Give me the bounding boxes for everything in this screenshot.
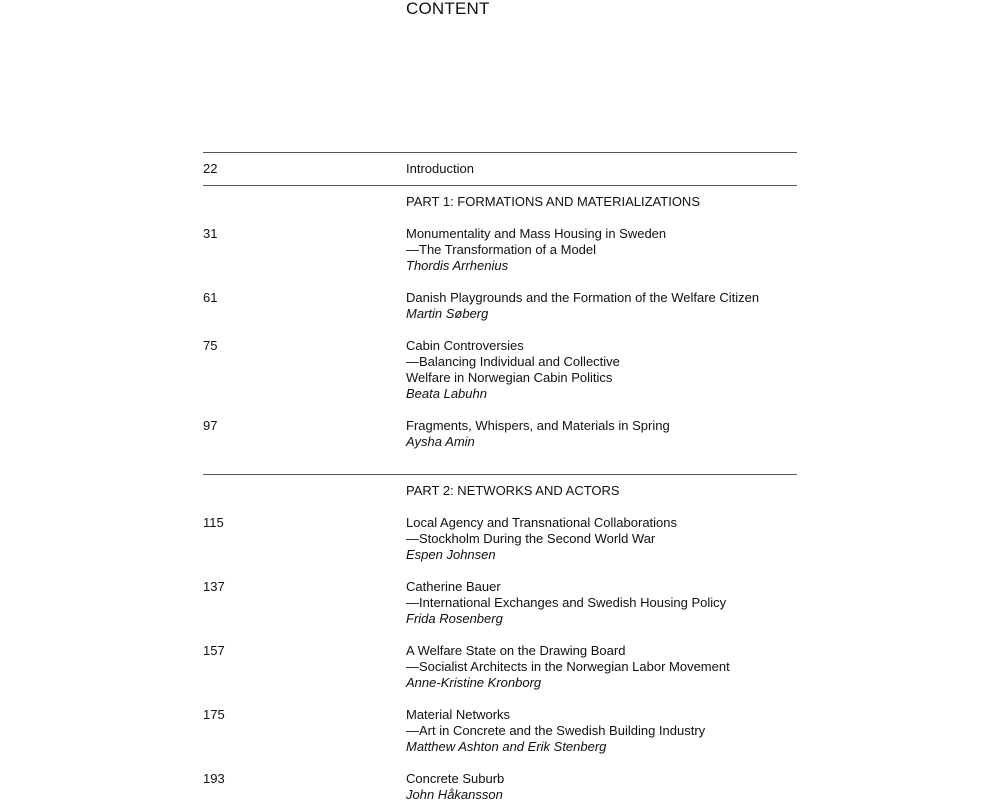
entry-title: Introduction — [406, 161, 474, 176]
entry-subtitle-line: Welfare in Norwegian Cabin Politics — [406, 370, 613, 385]
entry-subtitle-line: —Stockholm During the Second World War — [406, 531, 656, 546]
entry-subtitle-line: —International Exchanges and Swedish Housing Policy — [406, 595, 727, 610]
entry-title-line: Danish Playgrounds and the Formation of the Welfare Citizen — [406, 290, 760, 305]
toc-entry[interactable] — [203, 226, 797, 274]
entry-author: Martin Søberg — [406, 306, 489, 321]
toc-entry[interactable] — [203, 579, 797, 627]
entry-author: Thordis Arrhenius — [406, 258, 509, 273]
page-number: 137 — [203, 579, 225, 594]
entry-title-line: Catherine Bauer — [406, 579, 501, 594]
entry-author: Beata Labuhn — [406, 386, 487, 401]
entry-title-line: Local Agency and Transnational Collaborations — [406, 515, 678, 530]
page-title: CONTENT — [406, 0, 490, 18]
entry-author: Anne-Kristine Kronborg — [406, 675, 542, 690]
part-2-heading: PART 2: NETWORKS AND ACTORS — [406, 483, 620, 498]
toc-entry[interactable] — [203, 418, 797, 450]
entry-title-line: A Welfare State on the Drawing Board — [406, 643, 626, 658]
entry-author: Frida Rosenberg — [406, 611, 503, 626]
divider — [203, 185, 797, 186]
toc-entry[interactable] — [203, 643, 797, 691]
entry-title-line: Concrete Suburb — [406, 771, 505, 786]
entry-title-line: Material Networks — [406, 707, 511, 722]
page-number: 31 — [203, 226, 218, 241]
divider — [203, 152, 797, 153]
toc-entry-introduction[interactable] — [203, 161, 797, 177]
page-number: 75 — [203, 338, 218, 353]
entry-author: Aysha Amin — [406, 434, 475, 449]
toc-entry[interactable] — [203, 515, 797, 563]
toc-entry[interactable] — [203, 338, 797, 402]
page-number: 175 — [203, 707, 225, 722]
entry-subtitle-line: —Balancing Individual and Collective — [406, 354, 620, 369]
entry-author: Matthew Ashton and Erik Stenberg — [406, 739, 607, 754]
entry-author: John Håkansson — [406, 787, 503, 802]
page-number: 157 — [203, 643, 225, 658]
entry-author: Espen Johnsen — [406, 547, 496, 562]
entry-subtitle-line: —Socialist Architects in the Norwegian Labor Movement — [406, 659, 730, 674]
entry-subtitle-line: —The Transformation of a Model — [406, 242, 597, 257]
part-1-heading: PART 1: FORMATIONS AND MATERIALIZATIONS — [406, 194, 700, 209]
toc-entry[interactable] — [203, 771, 797, 803]
toc-entry[interactable] — [203, 707, 797, 755]
entry-subtitle-line: —Art in Concrete and the Swedish Building Industry — [406, 723, 706, 738]
page-number: 61 — [203, 290, 218, 305]
page-number: 115 — [203, 515, 224, 530]
page-number: 22 — [203, 161, 218, 176]
divider — [203, 474, 797, 475]
page-number: 193 — [203, 771, 225, 786]
entry-title-line: Monumentality and Mass Housing in Sweden — [406, 226, 667, 241]
toc-entry[interactable] — [203, 290, 797, 322]
entry-title-line: Cabin Controversies — [406, 338, 524, 353]
entry-title-line: Fragments, Whispers, and Materials in Spring — [406, 418, 670, 433]
table-of-contents — [203, 152, 797, 803]
page-number: 97 — [203, 418, 218, 433]
